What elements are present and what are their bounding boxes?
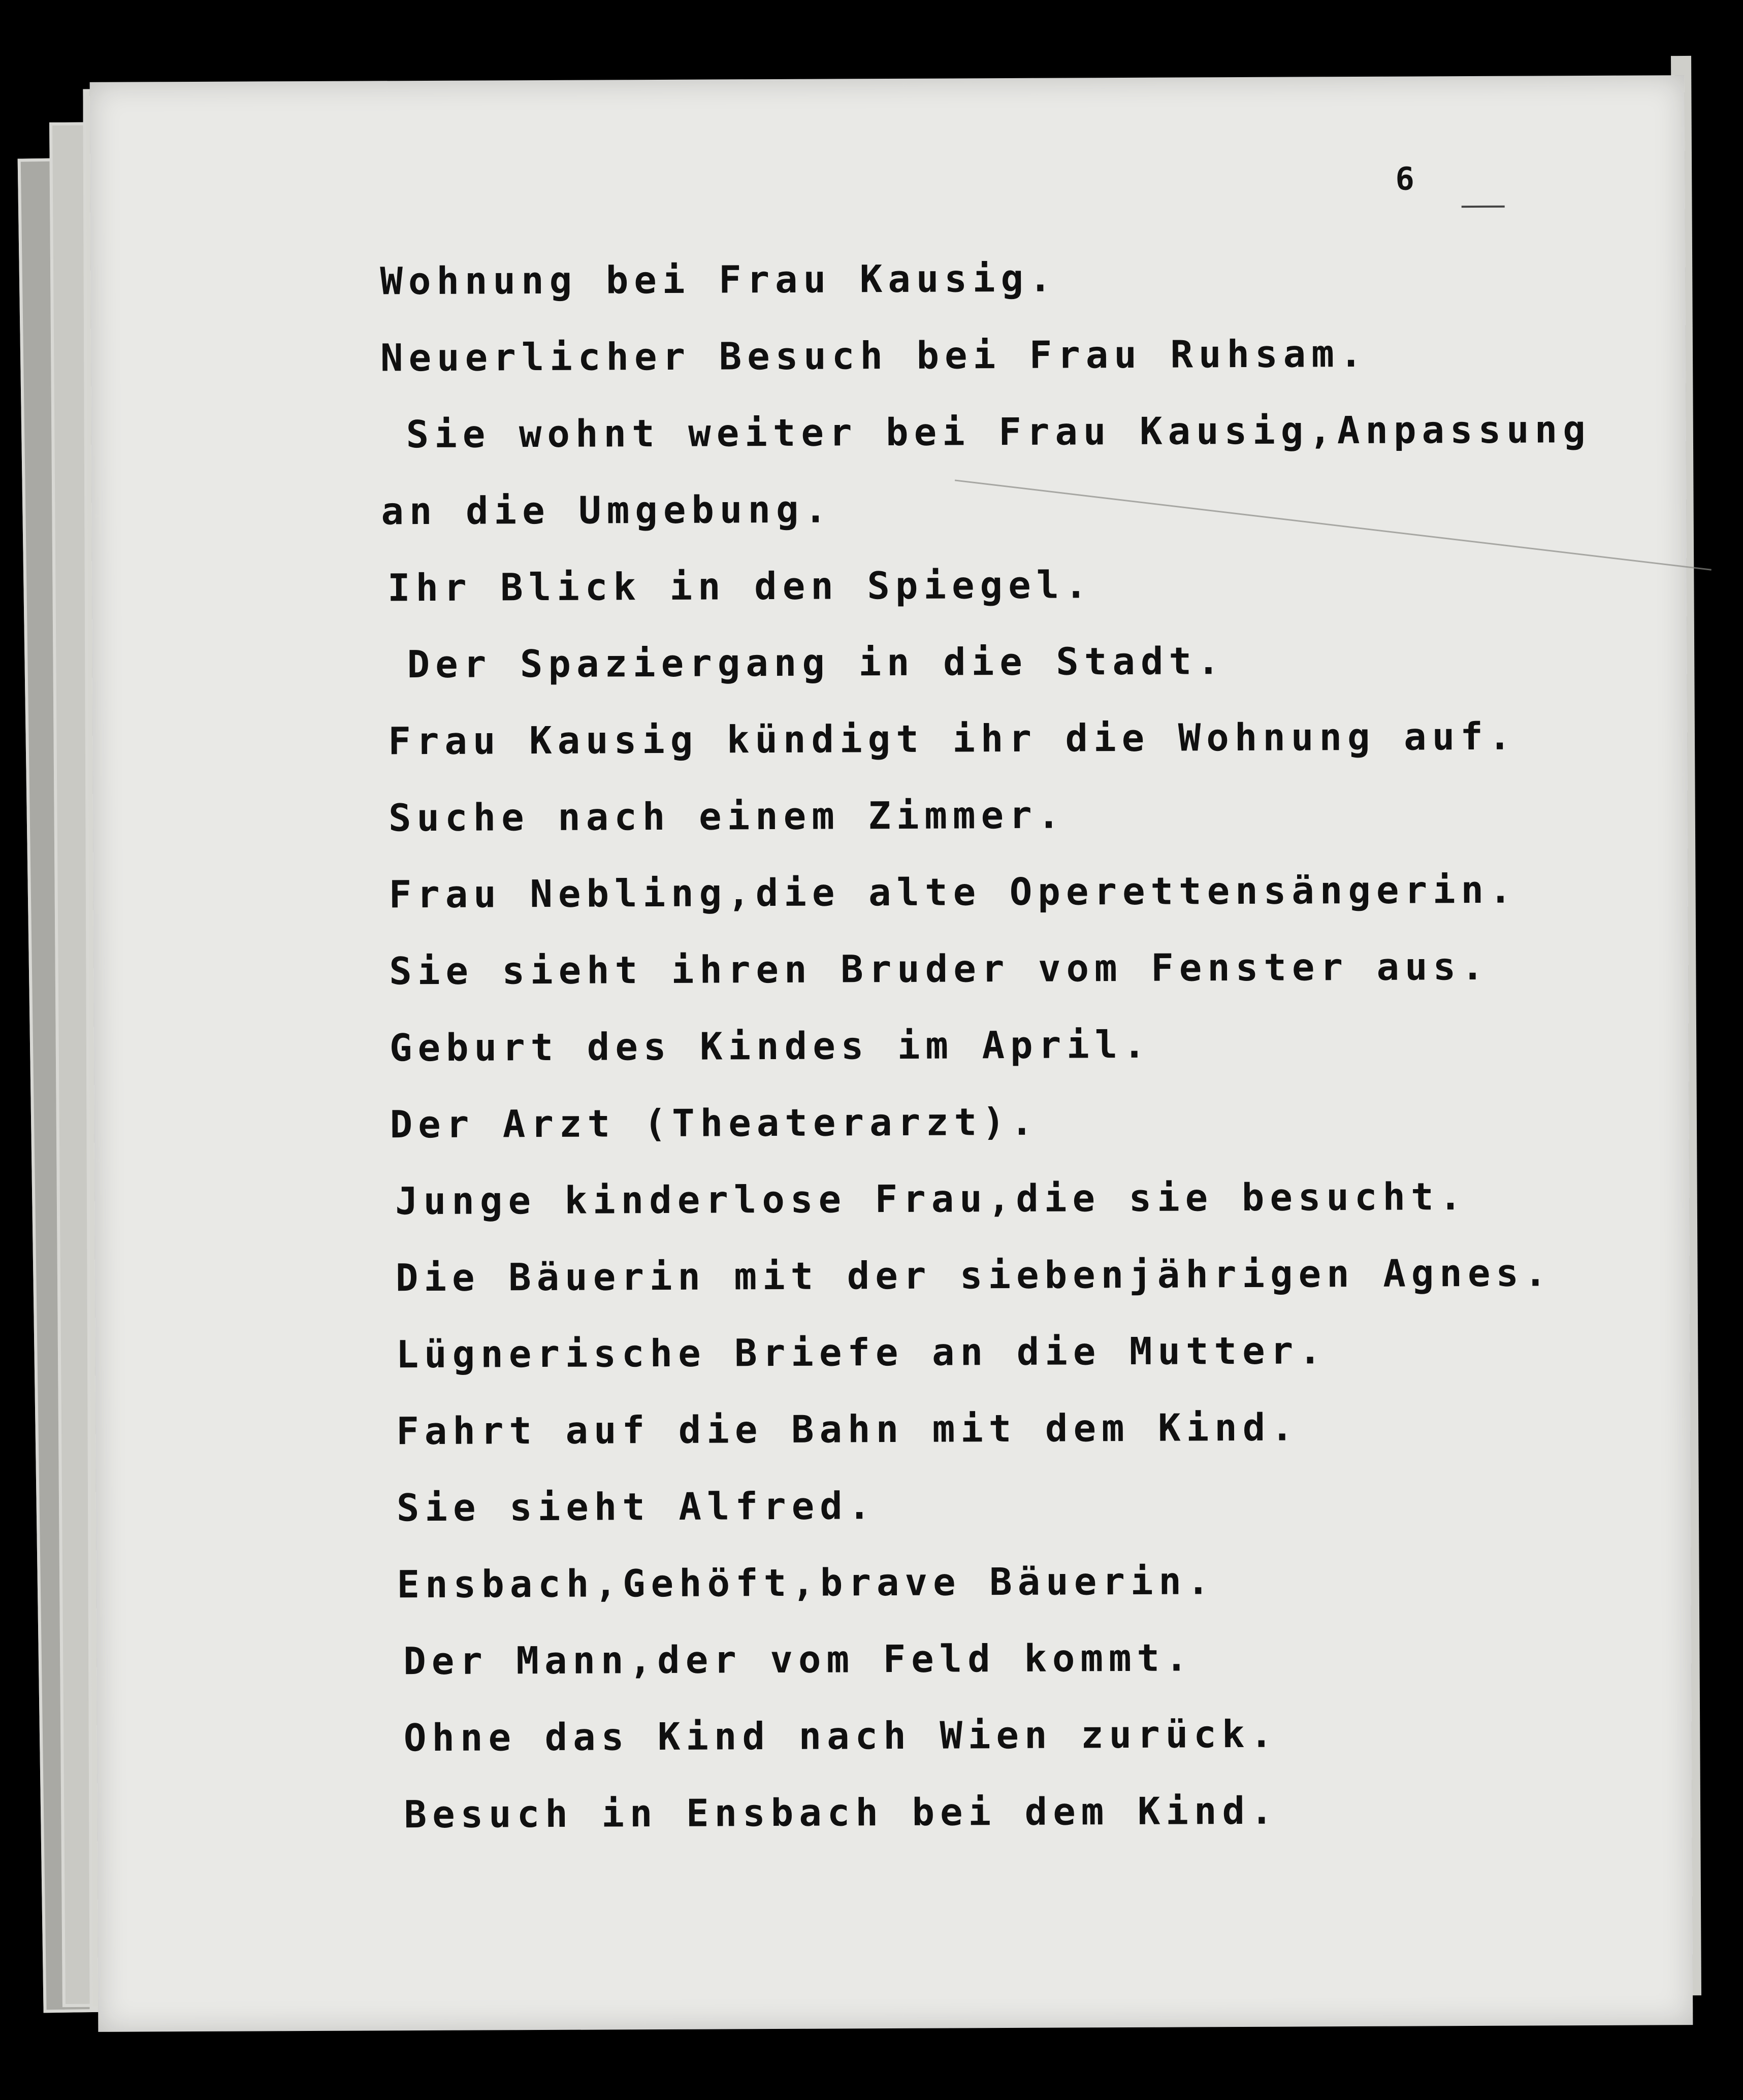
typed-line: Frau Kausig kündigt ihr die Wohnung auf. (388, 714, 1517, 764)
typed-lines (380, 238, 1667, 1853)
typed-line: Frau Nebling,die alte Operettensängerin. (389, 868, 1518, 917)
typescript-page (90, 75, 1693, 2032)
typed-line: Der Arzt (Theaterarzt). (390, 1100, 1039, 1147)
typed-line: Lügnerische Briefe an die Mutter. (396, 1329, 1327, 1377)
pencil-mark (1462, 206, 1505, 208)
typed-line: Neuerlicher Besuch bei Frau Ruhsam. (380, 332, 1368, 380)
typed-line: Junge kinderlose Frau,die sie besucht. (395, 1175, 1468, 1224)
typed-line: Geburt des Kindes im April. (389, 1023, 1152, 1070)
typed-line: Der Spaziergang in die Stadt. (407, 639, 1225, 687)
typed-line: an die Umgebung. (381, 487, 833, 534)
typed-line: Sie wohnt weiter bei Frau Kausig,Anpassung (406, 407, 1592, 457)
typed-line: Fahrt auf die Bahn mit dem Kind. (396, 1405, 1300, 1454)
typed-line: Ihr Blick in den Spiegel. (387, 563, 1093, 610)
typed-line: Wohnung bei Frau Kausig. (380, 256, 1057, 304)
page-number: 6 (1395, 160, 1414, 198)
typed-line: Die Bäuerin mit der siebenjährigen Agnes. (395, 1251, 1553, 1300)
typed-line: Suche nach einem Zimmer. (388, 793, 1066, 840)
typed-line: Ensbach,Gehöft,brave Bäuerin. (397, 1559, 1215, 1607)
typed-line: Ohne das Kind nach Wien zurück. (403, 1712, 1279, 1760)
typed-line: Sie sieht ihren Bruder vom Fenster aus. (389, 944, 1490, 994)
typed-line: Der Mann,der vom Feld kommt. (403, 1636, 1193, 1684)
typed-line: Sie sieht Alfred. (396, 1484, 877, 1530)
typed-line: Besuch in Ensbach bei dem Kind. (404, 1789, 1279, 1837)
